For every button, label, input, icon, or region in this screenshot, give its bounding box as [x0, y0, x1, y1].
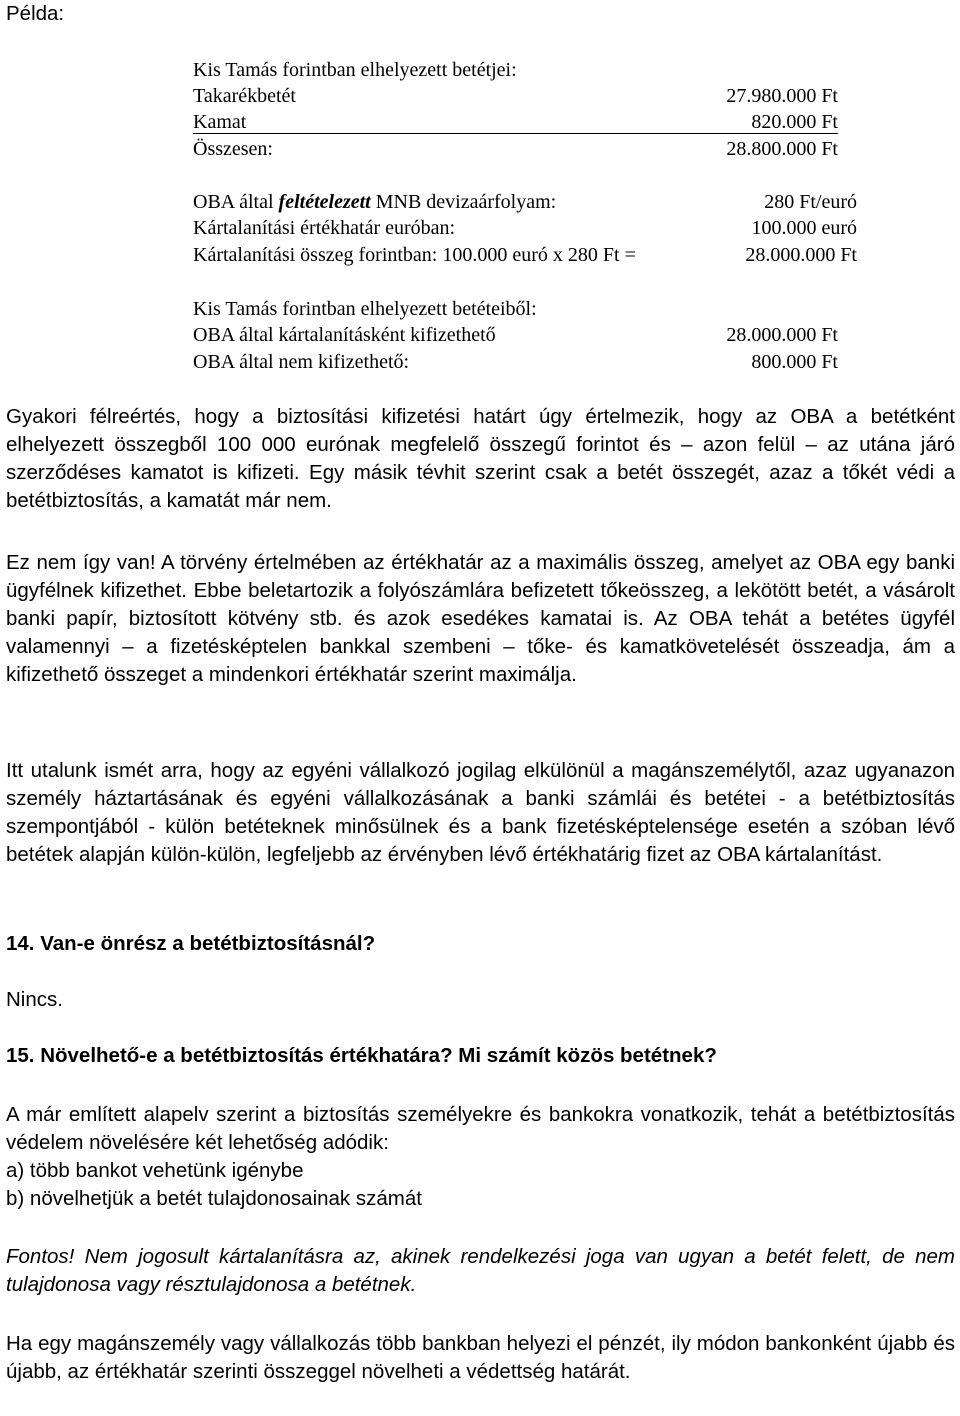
paragraph-explanation: Ez nem így van! A törvény értelmében az értékhatár az a maximális összeg, amelyet az OBA egy banki ügyfélnek kifizethet. Ebbe beletartozik a folyószámlára befizetett tőkeösszeg, a lekötött betét, a vásárolt banki papír, biztosított kötvény stb. és azok esedékes kamatai is. Az OBA tehát a betétes ügyfél valamennyi – a fizetésképtelen bankkal szembeni – tőke- és kamatkövetelését összeadja, ám a kifizethető összeget a mindenkori értékhatár szerint maximálja.: [6, 551, 955, 686]
paragraph-principle: A már említett alapelv szerint a biztosítás személyekre és bankokra vonatkozik, tehát a betétbiztosítás védelem növelésére két lehetőség adódik:: [6, 1103, 955, 1154]
paragraph-entrepreneur: Itt utalunk ismét arra, hogy az egyéni vállalkozó jogilag elkülönül a magánszemélytől, azaz ugyanazon személy háztartásának és egyéni vállalkozásának a banki számlái és betétei - a betétbiztosítás szempontjából - külön betéteknek minősülnek és a bank fizetésképtelensége esetén a szóban lévő betétek alapján külön-külön, legfeljebb az érvényben lévő értékhatárig fizet az OBA kártalanítást.: [6, 759, 955, 866]
paid-label: OBA által kártalanításként kifizethető: [193, 324, 496, 346]
sum-rule: [193, 133, 838, 134]
interest-value: 820.000 Ft: [751, 111, 838, 133]
total-label: Összesen:: [193, 138, 273, 160]
savings-value: 27.980.000 Ft: [726, 85, 838, 107]
list-item-b: b) növelhetjük a betét tulajdonosainak számát: [6, 1187, 422, 1210]
not-paid-value: 800.000 Ft: [751, 351, 838, 373]
limit-eur-value: 100.000 euró: [751, 217, 857, 239]
deposits-intro: Kis Tamás forintban elhelyezett betéteiből:: [193, 298, 537, 320]
not-paid-label: OBA által nem kifizethető:: [193, 351, 410, 373]
limit-eur-label: Kártalanítási értékhatár euróban:: [193, 217, 456, 239]
savings-label: Takarékbetét: [193, 85, 296, 107]
example-intro: Kis Tamás forintban elhelyezett betétjei:: [193, 59, 517, 81]
paragraph-misconception: Gyakori félreértés, hogy a biztosítási kifizetési határt úgy értelmezik, hogy az OBA a betétként elhelyezett összegből 100 000 eurónak megfelelő összegű forintot és – azon felül – az utána járó szerződéses kamatot is kifizeti. Egy másik tévhit szerint csak a betét összegét, azaz a tőkét védi a betétbiztosítás, a kamatát már nem.: [6, 405, 955, 512]
limit-huf-label: Kártalanítási összeg forintban: 100.000 euró x 280 Ft =: [193, 244, 636, 266]
total-value: 28.800.000 Ft: [726, 138, 838, 160]
paid-value: 28.000.000 Ft: [726, 324, 838, 346]
paragraph-important: Fontos! Nem jogosult kártalanításra az, akinek rendelkezési joga van ugyan a betét felett, de nem tulajdonosa vagy résztulajdonosa a betétnek.: [6, 1245, 955, 1296]
rate-label-emphasis: feltételezett: [278, 191, 371, 213]
question-15: 15. Növelhető-e a betétbiztosítás értékhatára? Mi számít közös betétnek?: [6, 1044, 717, 1067]
answer-14: Nincs.: [6, 988, 63, 1011]
list-item-a: a) több bankot vehetünk igénybe: [6, 1159, 304, 1182]
question-14: 14. Van-e önrész a betétbiztosításnál?: [6, 932, 376, 955]
rate-value: 280 Ft/euró: [764, 191, 857, 213]
paragraph-multiple-banks: Ha egy magánszemély vagy vállalkozás több bankban helyezi el pénzét, ily módon bankonként újabb és újabb, az értékhatár szerinti összeggel növelheti a védettség határát.: [6, 1332, 955, 1383]
rate-label: OBA által feltételezett MNB devizaárfolyam:: [193, 191, 557, 213]
example-heading: Példa:: [6, 2, 65, 25]
interest-label: Kamat: [193, 111, 247, 133]
limit-huf-value: 28.000.000 Ft: [745, 244, 857, 266]
